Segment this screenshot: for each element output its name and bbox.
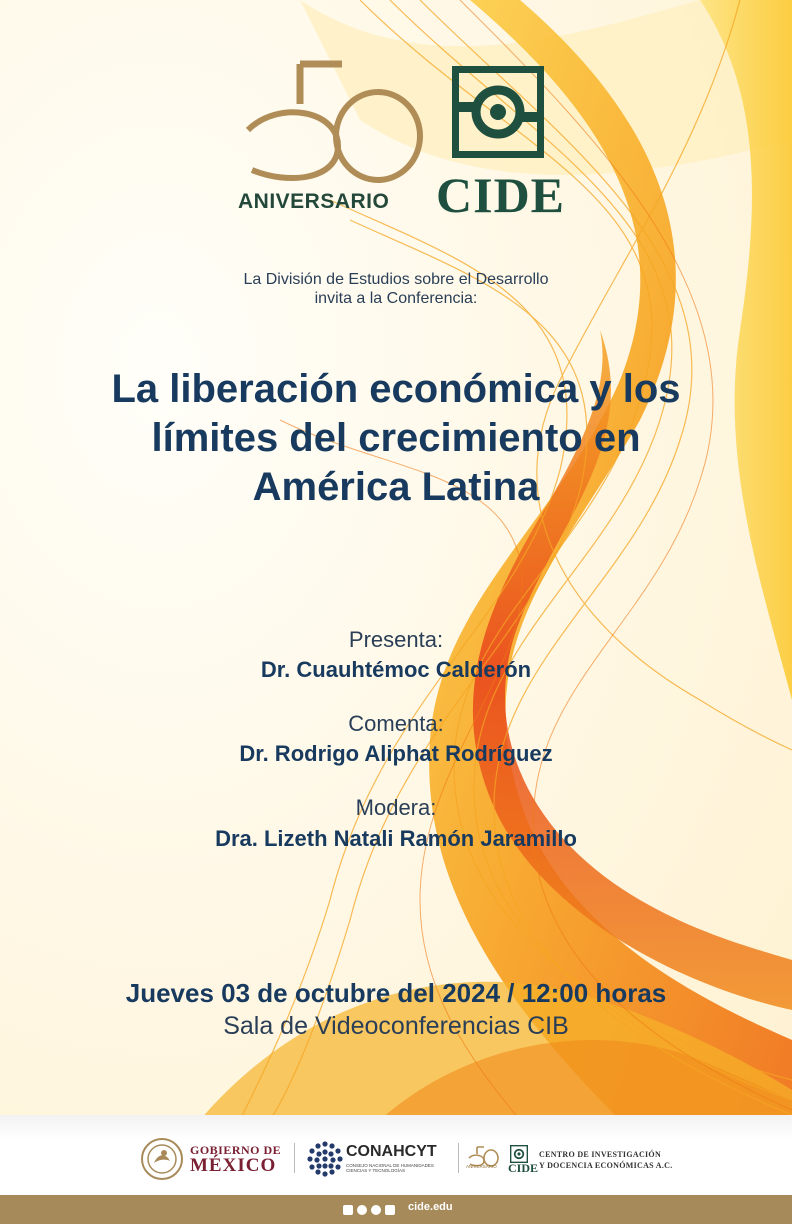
facebook-icon[interactable]: [343, 1205, 353, 1215]
event-datetime: Jueves 03 de octubre del 2024 / 12:00 horas: [125, 978, 667, 1008]
footer-divider-2: [458, 1143, 459, 1173]
title-line-2: límites del crecimiento en: [151, 416, 641, 460]
mexico-seal-icon: [140, 1137, 184, 1181]
conahcyt-sub-line-2: CIENCIAS Y TECNOLOGÍAS: [346, 1168, 406, 1173]
conahcyt-dots-icon: [306, 1140, 344, 1178]
mexico-label: MÉXICO: [190, 1155, 277, 1176]
cide-wordmark: CIDE: [436, 167, 566, 223]
name-commentator: Dr. Rodrigo Aliphat Rodríguez: [239, 741, 553, 766]
website-link[interactable]: cide.edu: [408, 1201, 453, 1213]
conahcyt-sub-line-1: CONSEJO NACIONAL DE HUMANIDADES: [346, 1163, 434, 1168]
invitation-intro: [0, 270, 792, 308]
aniversario-small-label: ANIVERSARIO: [466, 1164, 497, 1169]
intro-line-1: La División de Estudios sobre el Desarrollo: [243, 271, 549, 288]
footer-divider: [294, 1143, 295, 1173]
role-presenter: Presenta:: [348, 627, 444, 652]
event-venue: Sala de Videoconferencias CIB: [223, 1012, 569, 1040]
cide-small-label: CIDE: [508, 1161, 539, 1175]
bottom-bar: [0, 1195, 792, 1224]
aniversario-label: ANIVERSARIO: [238, 190, 390, 213]
name-moderator: Dra. Lizeth Natali Ramón Jaramillo: [215, 826, 577, 851]
x-icon[interactable]: [357, 1205, 367, 1215]
gobierno-de-label: GOBIERNO DE: [190, 1143, 282, 1157]
title-line-1: La liberación económica y los: [111, 367, 681, 411]
youtube-icon[interactable]: [385, 1205, 395, 1215]
fifty-anniversary-small-icon: [466, 1145, 500, 1175]
title-line-3: América Latina: [252, 465, 540, 509]
intro-line-2: invita a la Conferencia:: [314, 290, 478, 307]
role-moderator: Modera:: [355, 795, 437, 820]
conahcyt-label: CONAHCYT: [346, 1143, 437, 1160]
name-presenter: Dr. Cuauhtémoc Calderón: [260, 657, 532, 682]
conference-title: [0, 365, 792, 512]
centro-line-2: Y DOCENCIA ECONÓMICAS A.C.: [539, 1161, 673, 1170]
centro-investigacion-label: [539, 1149, 673, 1171]
social-icons: [343, 1203, 395, 1216]
centro-line-1: CENTRO DE INVESTIGACIÓN: [539, 1150, 662, 1159]
cide-emblem-icon: [452, 66, 544, 158]
instagram-icon[interactable]: [371, 1205, 381, 1215]
conahcyt-subtitle: [346, 1163, 456, 1173]
role-commentator: Comenta:: [348, 711, 444, 736]
